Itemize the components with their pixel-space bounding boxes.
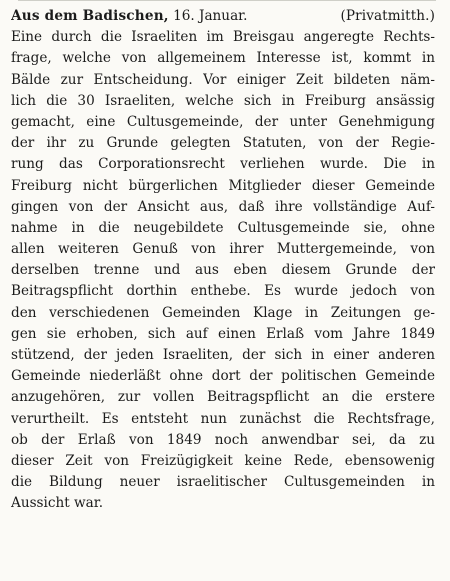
article-line: den verschiedenen Gemeinden Klage in Zeitungen ge- xyxy=(11,304,435,321)
article-line: die Bildung neuer israelitischer Cultusgemeinden in xyxy=(11,474,435,491)
article-line: gemacht, eine Cultusgemeinde, der unter Genehmigung xyxy=(11,113,435,130)
article-line: ob der Erlaß von 1849 noch anwendbar sei, da zu xyxy=(11,431,435,448)
article-date: 16. Januar. xyxy=(173,8,248,24)
article-line: rung das Corporationsrecht verliehen wurde. Die in xyxy=(11,156,435,173)
article xyxy=(11,6,435,515)
article-line: frage, welche von allgemeinem Interesse ist, kommt in xyxy=(11,50,435,67)
top-rule xyxy=(18,0,436,1)
article-line: Eine durch die Israeliten im Breisgau angeregte Rechts- xyxy=(11,29,435,46)
article-line: der ihr zu Grunde gelegten Statuten, von der Regie- xyxy=(11,135,435,152)
article-line: dieser Zeit von Freizügigkeit keine Rede, ebensowenig xyxy=(11,452,435,469)
article-line: stützend, der jeden Israeliten, der sich in einer anderen xyxy=(11,347,435,363)
article-line: Freiburg nicht bürgerlichen Mitglieder dieser Gemeinde xyxy=(11,177,435,194)
article-line: derselben trenne und aus eben diesem Grunde der xyxy=(11,262,435,279)
article-line: Gemeinde niederläßt ohne dort der politischen Gemeinde xyxy=(11,368,435,385)
article-place: Aus dem Badischen, xyxy=(11,8,169,24)
article-line: Aussicht war. xyxy=(11,495,104,512)
article-line: Beitragspflicht dorthin enthebe. Es wurde jedoch von xyxy=(11,283,435,300)
article-dateline xyxy=(11,6,435,27)
article-line: nahme in die neugebildete Cultusgemeinde sie, ohne xyxy=(11,219,435,236)
article-line: allen weiteren Genuß von ihrer Muttergemeinde, von xyxy=(11,241,435,258)
article-line: verurtheilt. Es entsteht nun zunächst die Rechtsfrage, xyxy=(11,410,435,427)
article-line: anzugehören, zur vollen Beitragspflicht an die erstere xyxy=(11,389,435,406)
article-line: gingen von der Ansicht aus, daß ihre vollständige Auf- xyxy=(11,198,435,215)
article-line: gen sie erhoben, sich auf einen Erlaß vom Jahre 1849 xyxy=(11,325,435,342)
article-source: (Privatmitth.) xyxy=(340,8,435,24)
article-line: Bälde zur Entscheidung. Vor einiger Zeit bildeten näm- xyxy=(11,71,435,88)
article-line: lich die 30 Israeliten, welche sich in Freiburg ansässig xyxy=(11,92,435,109)
